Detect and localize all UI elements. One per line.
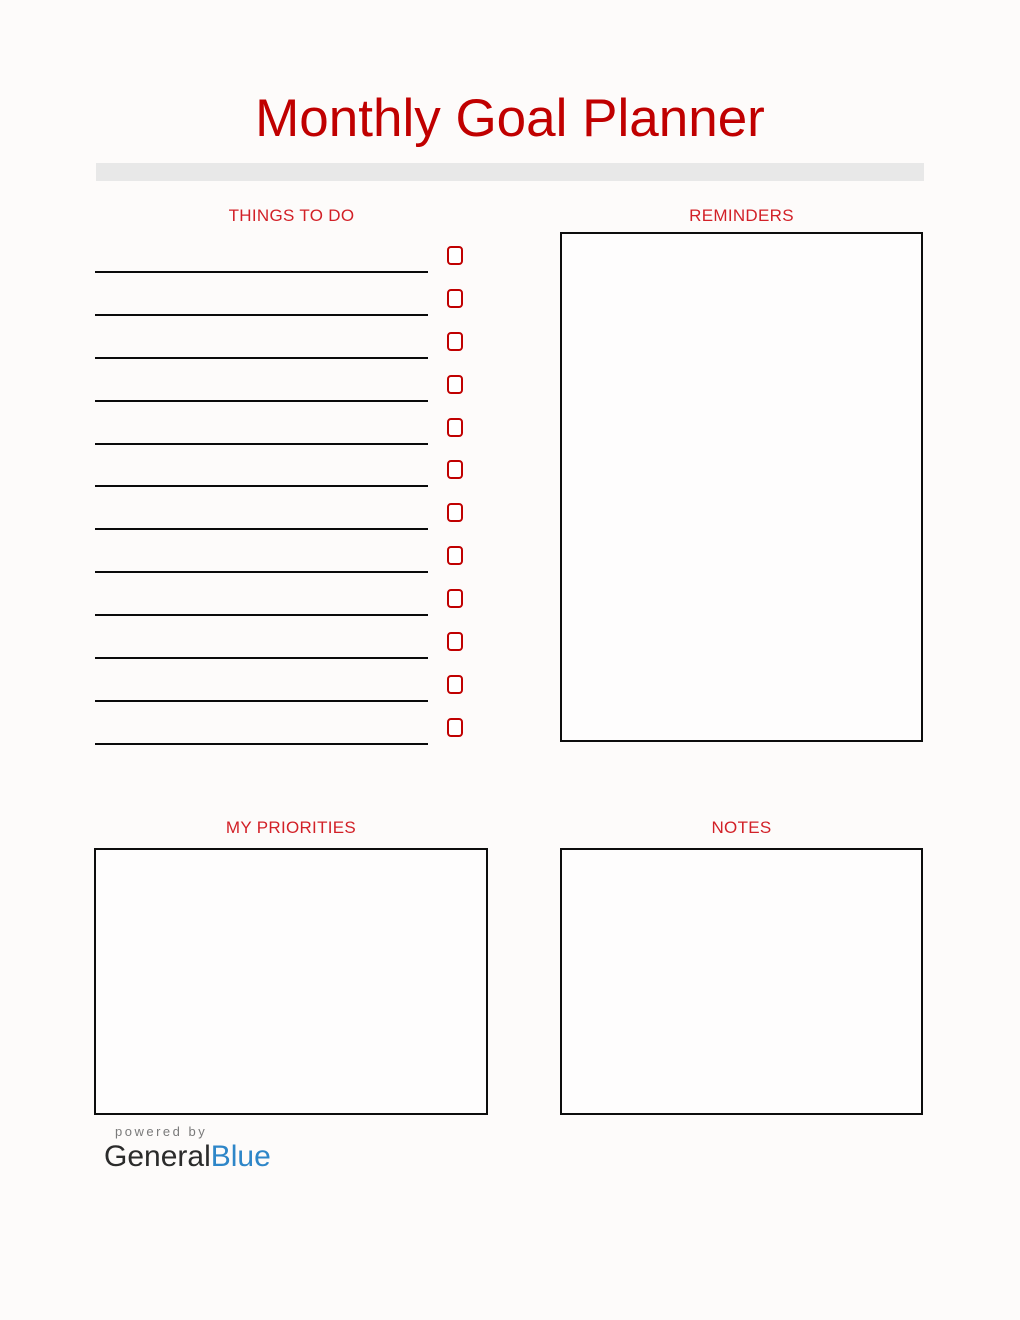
todo-row [95,402,468,445]
todo-row [95,530,468,573]
checkbox-icon[interactable] [447,246,463,265]
checkbox-icon[interactable] [447,718,463,737]
page-title: Monthly Goal Planner [255,89,765,148]
todo-write-line[interactable] [95,743,428,745]
todo-row [95,316,468,359]
general-blue-logo [104,1124,271,1174]
checkbox-icon[interactable] [447,418,463,437]
todo-row [95,702,468,745]
notes-heading: NOTES [711,818,772,837]
checkbox-icon[interactable] [447,375,463,394]
brand-wordmark [104,1140,271,1174]
todo-list [95,230,468,745]
todo-row [95,616,468,659]
checkbox-icon[interactable] [447,546,463,565]
my-priorities-heading: MY PRIORITIES [225,818,357,837]
powered-by-text: powered by [115,1124,208,1139]
todo-row [95,573,468,616]
todo-row [95,359,468,402]
brand-blue-text: Blue [210,1140,271,1173]
checkbox-icon[interactable] [447,675,463,694]
todo-row [95,273,468,316]
my-priorities-box[interactable] [94,848,488,1115]
brand-general-text: General [104,1140,211,1173]
todo-row [95,445,468,488]
todo-row [95,659,468,702]
reminders-heading: REMINDERS [689,206,794,225]
checkbox-icon[interactable] [447,460,463,479]
checkbox-icon[interactable] [447,289,463,308]
checkbox-icon[interactable] [447,332,463,351]
checkbox-icon[interactable] [447,632,463,651]
reminders-box[interactable] [560,232,923,742]
things-to-do-heading: THINGS TO DO [228,206,355,225]
notes-box[interactable] [560,848,923,1115]
todo-row [95,487,468,530]
title-divider-bar [96,163,924,181]
checkbox-icon[interactable] [447,589,463,608]
todo-row [95,230,468,273]
checkbox-icon[interactable] [447,503,463,522]
